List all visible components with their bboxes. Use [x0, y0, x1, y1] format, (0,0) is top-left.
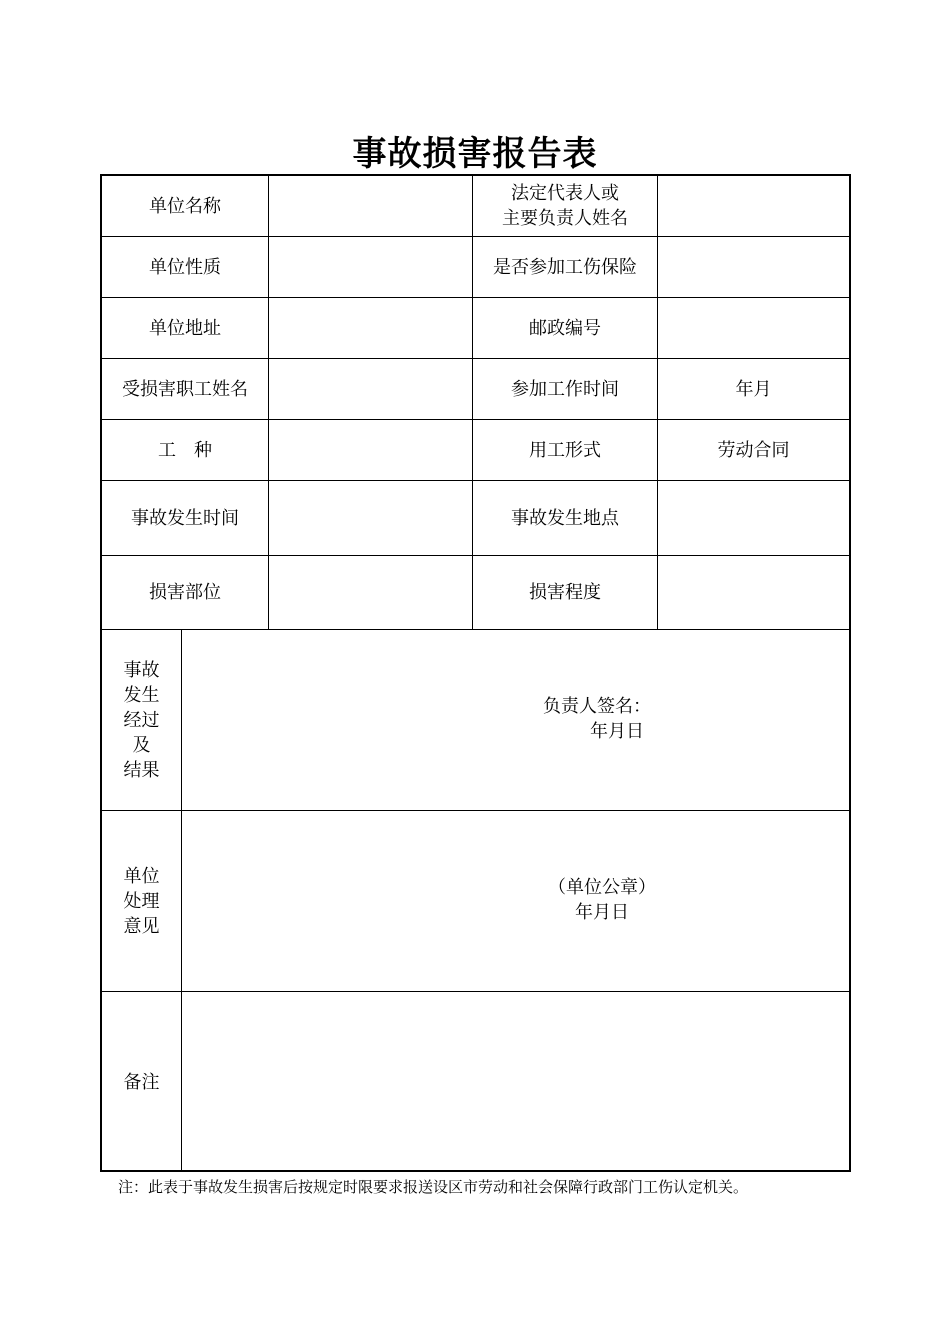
value-unit-type[interactable] — [269, 237, 472, 297]
label-insurance: 是否参加工伤保险 — [493, 256, 637, 278]
label-work-start: 参加工作时间 — [511, 378, 619, 400]
label-injury-part: 损害部位 — [149, 582, 221, 603]
label-legal-rep-line2: 主要负责人姓名 — [502, 208, 628, 229]
label-accident-process: 事故 发生 经过 及 结果 — [123, 659, 160, 781]
value-unit-name[interactable] — [269, 176, 472, 236]
label-unit-address: 单位地址 — [149, 317, 221, 339]
value-remarks[interactable] — [182, 992, 849, 1172]
value-injury-degree[interactable] — [658, 556, 849, 629]
value-employment-form[interactable]: 劳动合同 — [717, 439, 790, 461]
label-worker-name: 受损害职工姓名 — [122, 378, 248, 400]
value-legal-rep[interactable] — [658, 176, 849, 236]
value-worker-name[interactable] — [269, 359, 472, 419]
report-form — [100, 174, 851, 1172]
value-accident-place[interactable] — [658, 481, 849, 555]
form-title: 事故损害报告表 — [352, 134, 598, 174]
opinion-date-label: 年月日 — [575, 902, 629, 923]
value-work-start[interactable]: 年月 — [735, 378, 772, 400]
value-unit-address[interactable] — [269, 298, 472, 358]
unit-seal-label: （单位公章） — [548, 877, 656, 898]
value-job-type[interactable] — [269, 420, 472, 480]
label-unit-opinion: 单位 处理 意见 — [123, 865, 160, 937]
label-injury-degree: 损害程度 — [529, 582, 601, 603]
responsible-signature-label: 负责人签名： — [543, 696, 651, 717]
label-unit-name: 单位名称 — [149, 195, 221, 217]
value-injury-part[interactable] — [269, 556, 472, 629]
value-unit-opinion[interactable] — [182, 811, 849, 991]
footnote: 注：此表于事故发生损害后按规定时限要求报送设区市劳动和社会保障行政部门工伤认定机关。 — [118, 1178, 749, 1196]
label-job-type: 工 种 — [158, 439, 212, 461]
label-postal-code: 邮政编号 — [529, 317, 601, 339]
label-accident-place: 事故发生地点 — [511, 507, 619, 529]
process-sign-block — [522, 694, 672, 744]
value-insurance[interactable] — [658, 237, 849, 297]
label-legal-rep — [473, 176, 657, 236]
value-accident-time[interactable] — [269, 481, 472, 555]
label-remarks: 备注 — [123, 1071, 160, 1093]
label-accident-time: 事故发生时间 — [131, 507, 239, 529]
value-accident-process[interactable] — [182, 630, 849, 810]
label-employment-form: 用工形式 — [529, 439, 601, 461]
label-legal-rep-line1: 法定代表人或 — [511, 183, 619, 204]
label-unit-type: 单位性质 — [149, 256, 221, 278]
opinion-seal-block — [532, 875, 672, 925]
process-date-label: 年月日 — [590, 721, 644, 742]
value-postal-code[interactable] — [658, 298, 849, 358]
